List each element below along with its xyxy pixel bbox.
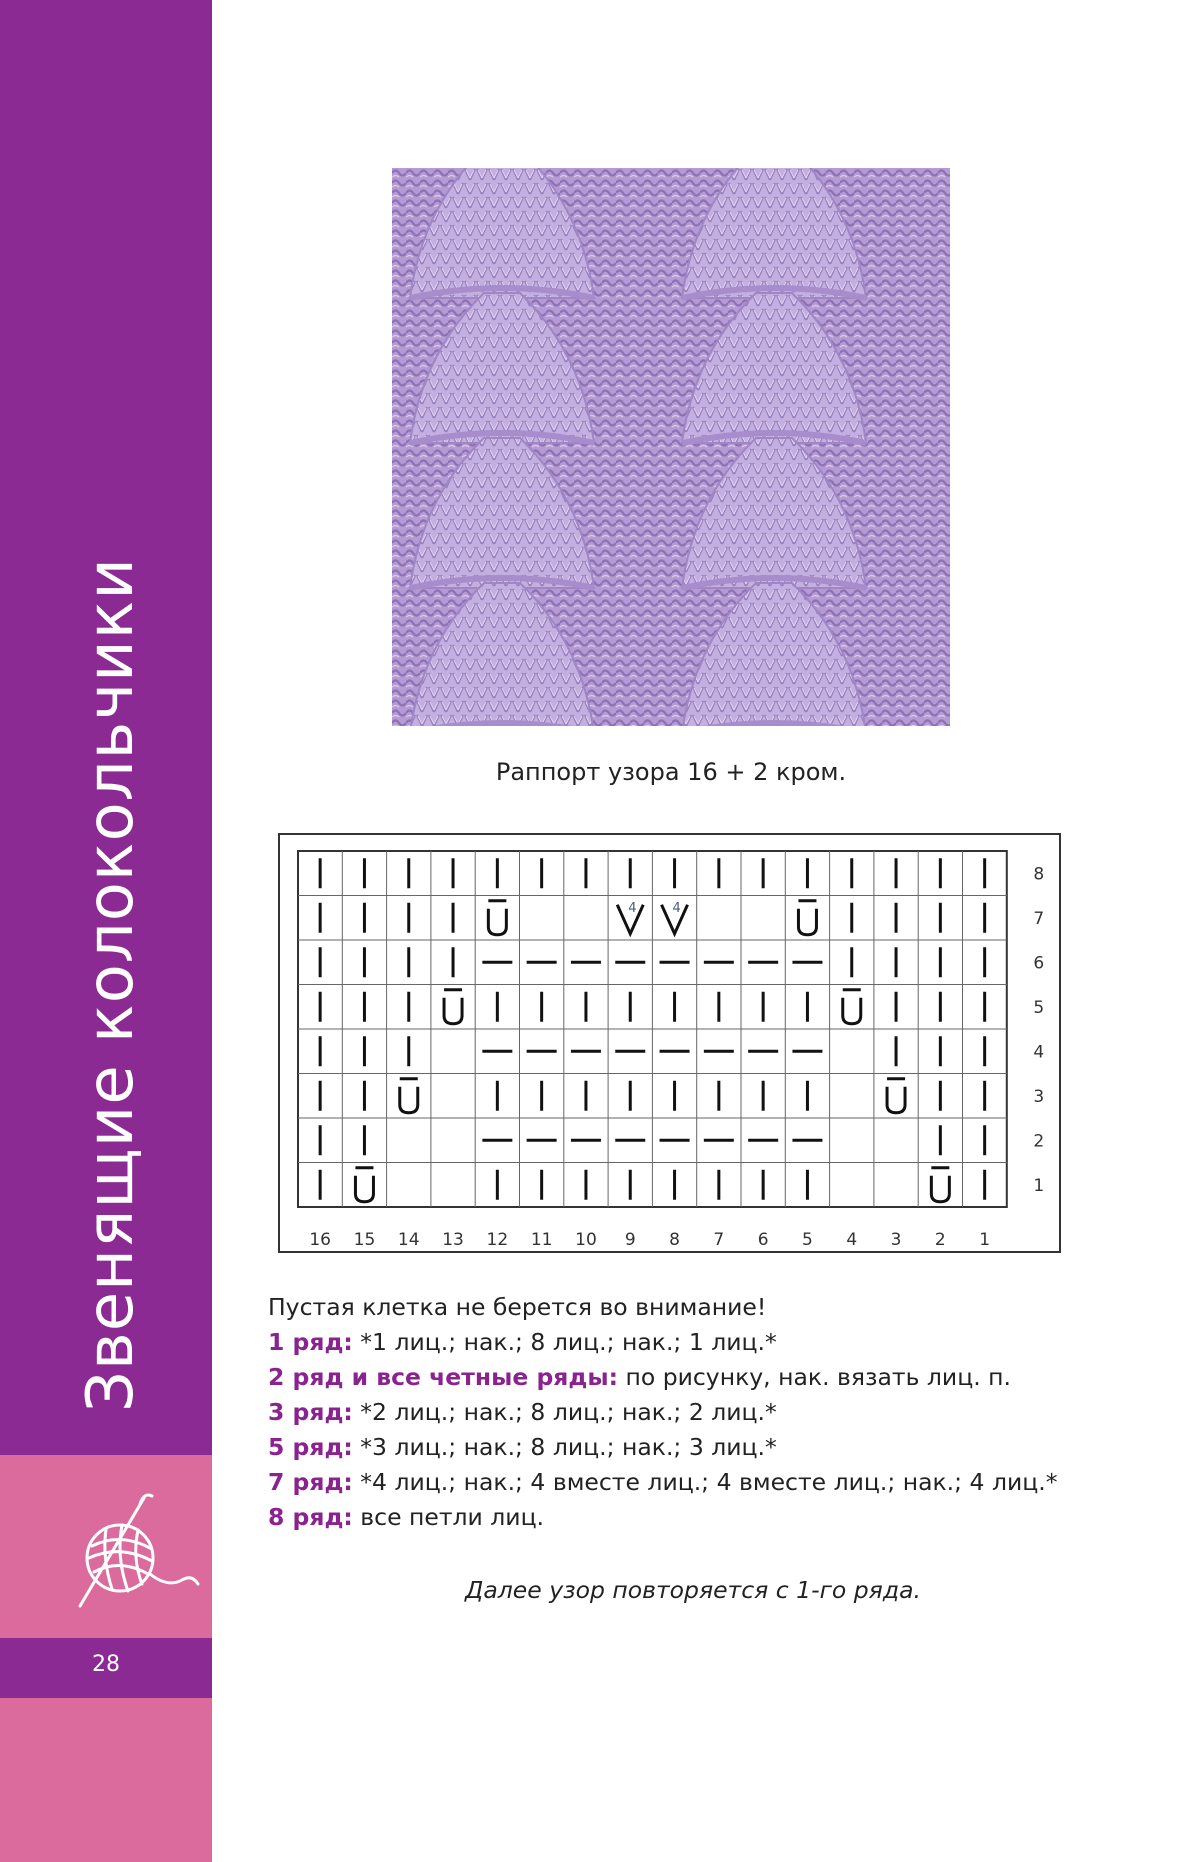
row-text: *3 лиц.; нак.; 8 лиц.; нак.; 3 лиц.* bbox=[352, 1433, 777, 1461]
row-label: 7 ряд: bbox=[268, 1468, 353, 1496]
instructions-outro: Далее узор повторяется с 1-го ряда. bbox=[465, 1576, 921, 1604]
decrease-count-label: 4 bbox=[672, 900, 681, 916]
column-number: 7 bbox=[713, 1230, 725, 1250]
column-number: 3 bbox=[890, 1230, 902, 1250]
instructions-intro: Пустая клетка не берется во внимание! bbox=[268, 1293, 767, 1321]
row-label: 5 ряд: bbox=[268, 1433, 353, 1461]
row-text: *4 лиц.; нак.; 4 вместе лиц.; 4 вместе лиц.; нак.; 4 лиц.* bbox=[352, 1468, 1058, 1496]
row-number: 7 bbox=[1033, 908, 1045, 929]
knit-chart bbox=[280, 835, 1059, 1251]
column-number: 14 bbox=[397, 1230, 420, 1250]
row-text: по рисунку, нак. вязать лиц. п. bbox=[618, 1363, 1011, 1391]
row-text: все петли лиц. bbox=[352, 1503, 545, 1531]
knitted-swatch-photo bbox=[392, 168, 950, 726]
column-number: 8 bbox=[669, 1230, 680, 1250]
column-number: 11 bbox=[530, 1230, 553, 1250]
instruction-row-8 bbox=[268, 1500, 1168, 1535]
column-number: 4 bbox=[846, 1230, 858, 1250]
row-text: *2 лиц.; нак.; 8 лиц.; нак.; 2 лиц.* bbox=[352, 1398, 777, 1426]
instruction-row-7 bbox=[268, 1465, 1168, 1500]
instruction-row-3 bbox=[268, 1395, 1168, 1430]
column-number: 6 bbox=[757, 1230, 769, 1250]
row-label: 2 ряд и все четные ряды: bbox=[268, 1363, 619, 1391]
page-title: Звенящие колокольчики bbox=[74, 556, 148, 1412]
row-label: 8 ряд: bbox=[268, 1503, 353, 1531]
instruction-row-2 bbox=[268, 1360, 1168, 1395]
column-number: 16 bbox=[309, 1230, 331, 1250]
column-number: 5 bbox=[802, 1230, 813, 1250]
instruction-row-1 bbox=[268, 1325, 1168, 1360]
row-label: 3 ряд: bbox=[268, 1398, 353, 1426]
swatch-caption: Раппорт узора 16 + 2 кром. bbox=[495, 758, 847, 786]
row-number: 4 bbox=[1033, 1042, 1045, 1063]
column-number: 12 bbox=[486, 1230, 509, 1250]
column-number: 1 bbox=[979, 1230, 991, 1250]
title-container bbox=[66, 492, 156, 1412]
column-number: 13 bbox=[442, 1230, 464, 1250]
row-number: 5 bbox=[1033, 997, 1045, 1018]
column-number: 10 bbox=[575, 1230, 597, 1250]
row-number: 2 bbox=[1033, 1131, 1045, 1152]
row-number: 8 bbox=[1033, 864, 1045, 885]
column-number: 9 bbox=[624, 1230, 636, 1250]
row-text: *1 лиц.; нак.; 8 лиц.; нак.; 1 лиц.* bbox=[352, 1328, 777, 1356]
column-number: 15 bbox=[353, 1230, 376, 1250]
row-number: 1 bbox=[1033, 1175, 1045, 1196]
row-number: 6 bbox=[1033, 953, 1045, 974]
yarn-ball-with-needle-icon bbox=[72, 1488, 200, 1610]
row-label: 1 ряд: bbox=[268, 1328, 353, 1356]
sidebar-pink-footer bbox=[0, 1698, 212, 1862]
row-number: 3 bbox=[1033, 1086, 1045, 1107]
sidebar bbox=[0, 0, 212, 1862]
instruction-row-5 bbox=[268, 1430, 1168, 1465]
instructions bbox=[268, 1290, 1168, 1535]
decrease-count-label: 4 bbox=[628, 900, 637, 916]
page-number: 28 bbox=[92, 1652, 120, 1677]
column-number: 2 bbox=[934, 1230, 946, 1250]
